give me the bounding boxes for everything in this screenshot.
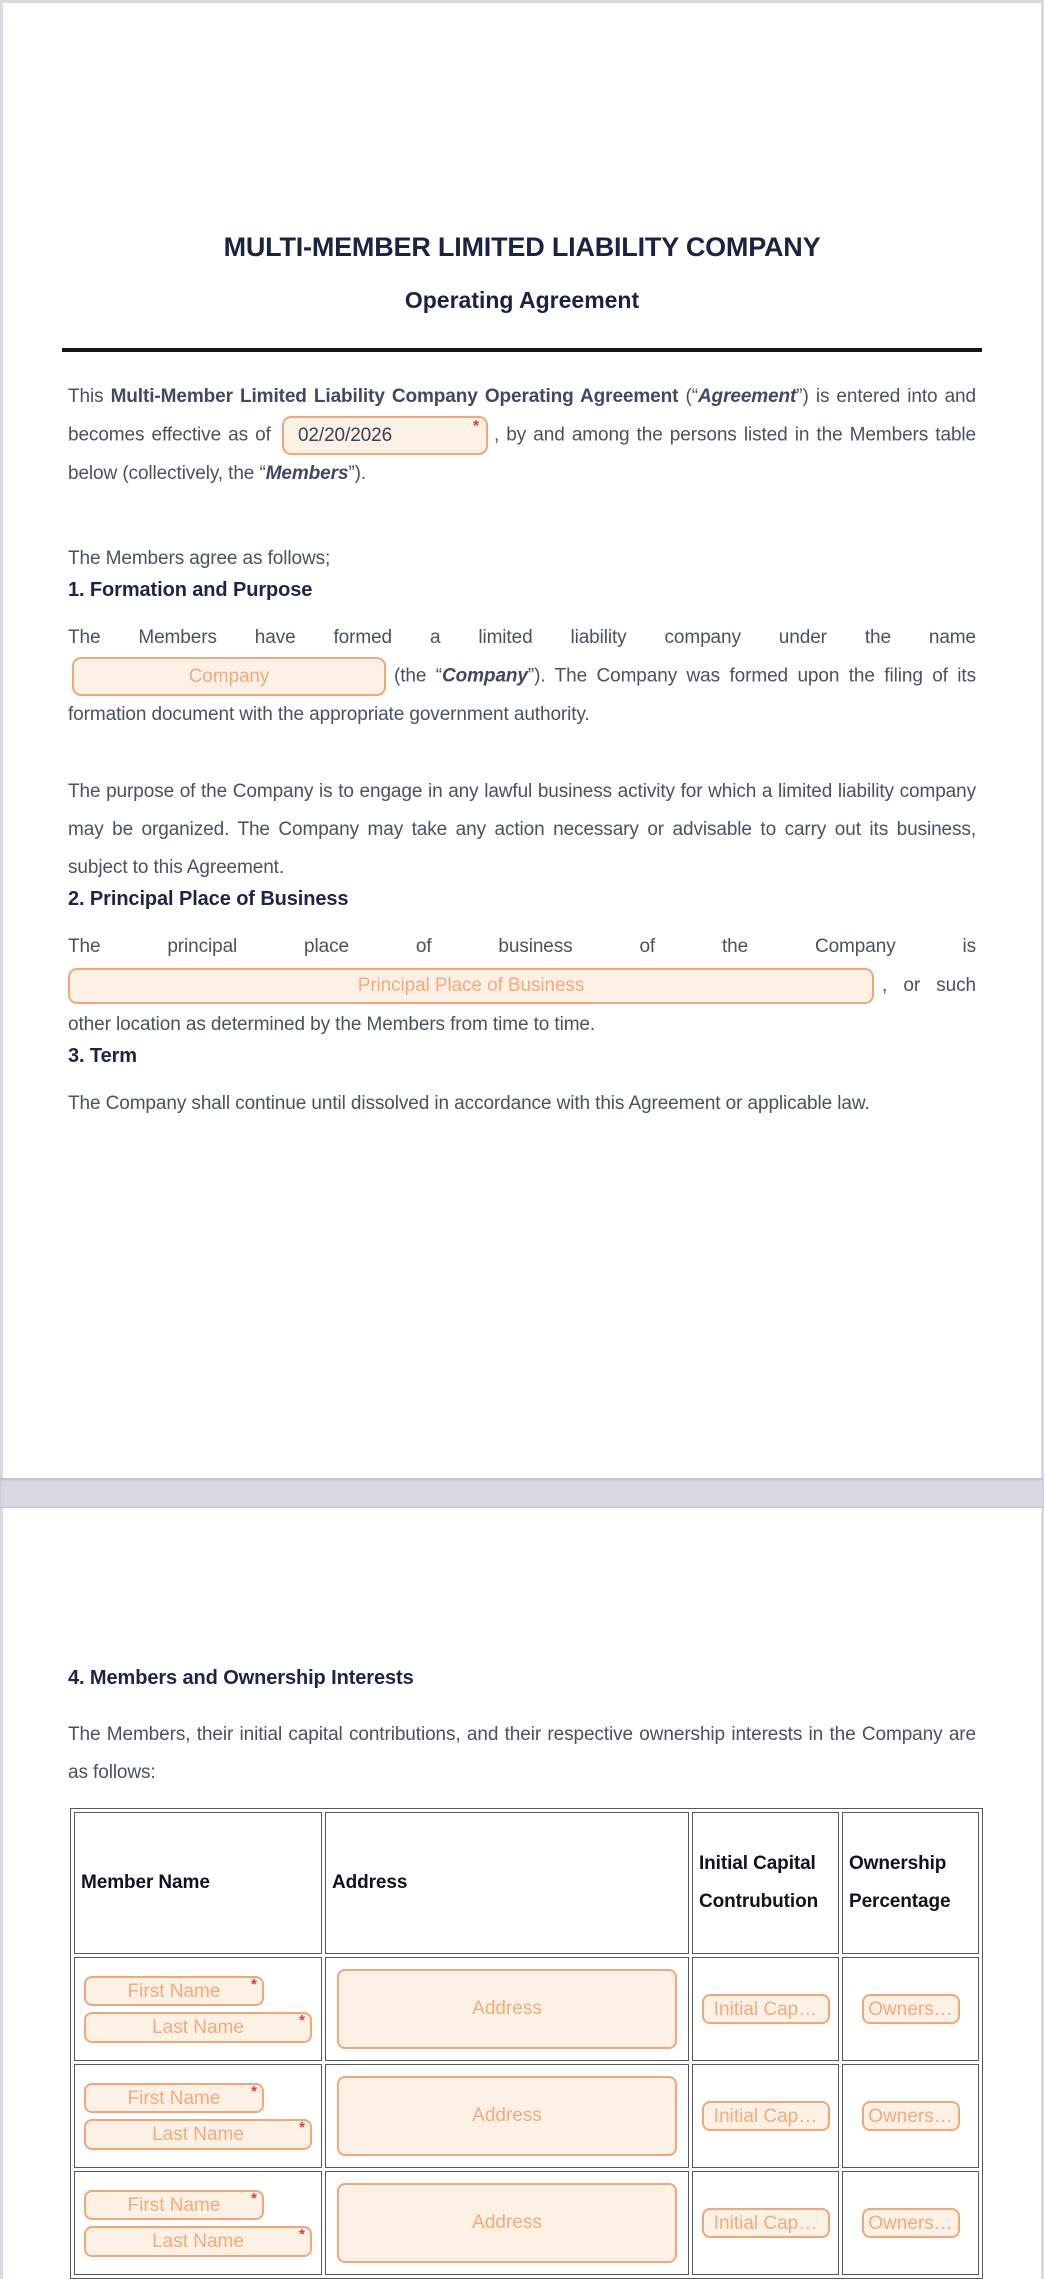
required-asterisk: * <box>299 2011 305 2029</box>
required-asterisk: * <box>299 2118 305 2136</box>
col-header-address: Address <box>325 1812 689 1954</box>
members-table-header-row <box>74 1812 979 1954</box>
formation-paragraph <box>68 619 976 734</box>
first-name-placeholder: First Name <box>127 2194 221 2216</box>
title-divider <box>62 348 982 352</box>
company-name-placeholder: Company <box>188 666 270 687</box>
last-name-input[interactable] <box>84 2012 312 2043</box>
address-textarea[interactable] <box>337 2076 677 2156</box>
term-paragraph: The Company shall continue until dissolved in accordance with this Agreement or applicable law. <box>68 1093 870 1114</box>
required-asterisk: * <box>251 2189 257 2207</box>
address-textarea[interactable] <box>337 2183 677 2263</box>
first-name-placeholder: First Name <box>127 2087 221 2109</box>
initial-capital-placeholder: Initial Cap… <box>713 2106 818 2127</box>
member-name-cell <box>74 1957 322 2061</box>
effective-date-value: 02/20/2026 <box>297 425 393 446</box>
ownership-placeholder: Owners… <box>868 2213 953 2234</box>
ownership-cell <box>842 1957 979 2061</box>
initial-capital-cell <box>692 1957 839 2061</box>
last-name-placeholder: Last Name <box>152 2230 244 2252</box>
company-name-input[interactable] <box>72 657 386 696</box>
effective-date-input[interactable] <box>282 416 488 455</box>
section-4-heading: 4. Members and Ownership Interests <box>68 1667 414 1689</box>
ownership-input[interactable] <box>862 2208 960 2238</box>
purpose-paragraph: The purpose of the Company is to engage in any lawful business activity for which a limited liability company may be organized. The Company may take any action necessary or advisable to carry out its business, subject to this Agreement. <box>68 781 976 878</box>
formation-text-2: (the “ <box>394 665 443 687</box>
member-row-1 <box>74 1957 979 2061</box>
first-name-input[interactable] <box>84 2083 264 2113</box>
member-row-2 <box>74 2064 979 2168</box>
initial-capital-input[interactable] <box>702 2208 830 2238</box>
intro-agreement-term: Agreement <box>697 386 797 407</box>
members-table <box>70 1808 983 2279</box>
principal-place-paragraph <box>68 928 976 1044</box>
formation-text-3: ”). The Company was formed upon the filing of its formation document with the appropriate government authority. <box>68 665 977 725</box>
initial-capital-cell <box>692 2064 839 2168</box>
ownership-cell <box>842 2064 979 2168</box>
first-name-input[interactable] <box>84 2190 264 2220</box>
intro-paragraph <box>68 378 976 493</box>
intro-text-1: This <box>68 386 111 407</box>
initial-capital-input[interactable] <box>702 1994 830 2024</box>
intro-text-2: (“ <box>678 386 698 407</box>
doc-subtitle: Operating Agreement <box>404 287 640 313</box>
ownership-placeholder: Owners… <box>868 1999 953 2020</box>
ownership-input[interactable] <box>862 1994 960 2024</box>
address-cell <box>325 2171 689 2275</box>
col-header-member-name: Member Name <box>74 1812 322 1954</box>
intro-members-term: Members <box>265 463 349 484</box>
initial-capital-cell <box>692 2171 839 2275</box>
agreement-clause-line: The Members agree as follows; <box>68 548 331 569</box>
ownership-cell <box>842 2171 979 2275</box>
col-header-initial-capital: Initial Capital Contrubution <box>692 1812 839 1954</box>
first-name-input[interactable] <box>84 1976 264 2006</box>
document-page-2 <box>3 1508 1041 2279</box>
address-cell <box>325 2064 689 2168</box>
address-placeholder: Address <box>472 1998 542 2019</box>
required-asterisk: * <box>251 2082 257 2100</box>
doc-title: MULTI-MEMBER LIMITED LIABILITY COMPANY <box>223 232 821 262</box>
address-placeholder: Address <box>472 2212 542 2233</box>
initial-capital-input[interactable] <box>702 2101 830 2131</box>
principal-place-input[interactable] <box>68 968 874 1004</box>
member-name-cell <box>74 2064 322 2168</box>
intro-text-bold: Multi-Member Limited Liability Company Operating Agreement <box>110 386 679 407</box>
document-page-1 <box>3 3 1041 1478</box>
last-name-placeholder: Last Name <box>152 2016 244 2038</box>
required-asterisk: * <box>251 1975 257 1993</box>
required-asterisk: * <box>472 418 479 435</box>
principal-text-1: The principal place of business of the Company is <box>68 936 976 957</box>
initial-capital-placeholder: Initial Cap… <box>713 1999 818 2020</box>
principal-text-2: , or such other location as determined by the Members from time to time. <box>68 975 976 1035</box>
ownership-placeholder: Owners… <box>868 2106 953 2127</box>
formation-text-1: The Members have formed a limited liability company under the name <box>68 627 976 648</box>
formation-company-term: Company <box>442 665 528 687</box>
member-row-3 <box>74 2171 979 2275</box>
address-placeholder: Address <box>472 2105 542 2126</box>
section-3-heading: 3. Term <box>68 1045 137 1067</box>
principal-place-placeholder: Principal Place of Business <box>357 975 585 996</box>
members-paragraph: The Members, their initial capital contributions, and their respective ownership interests in the Company are as follows: <box>68 1724 976 1783</box>
last-name-input[interactable] <box>84 2226 312 2257</box>
section-1-heading: 1. Formation and Purpose <box>68 579 313 601</box>
col-header-ownership: Ownership Percentage <box>842 1812 979 1954</box>
required-asterisk: * <box>299 2225 305 2243</box>
first-name-placeholder: First Name <box>127 1980 221 2002</box>
last-name-input[interactable] <box>84 2119 312 2150</box>
member-name-cell <box>74 2171 322 2275</box>
intro-text-4: , by and among the persons listed in the Members table below (collectively, the “ <box>68 424 976 484</box>
ownership-input[interactable] <box>862 2101 960 2131</box>
section-2-heading: 2. Principal Place of Business <box>68 888 349 910</box>
last-name-placeholder: Last Name <box>152 2123 244 2145</box>
address-cell <box>325 1957 689 2061</box>
intro-text-3: ”) is entered into and becomes effective as of <box>68 386 976 446</box>
address-textarea[interactable] <box>337 1969 677 2049</box>
initial-capital-placeholder: Initial Cap… <box>713 2213 818 2234</box>
page-break-gap <box>0 1478 1044 1508</box>
intro-text-5: ”). <box>348 463 367 484</box>
